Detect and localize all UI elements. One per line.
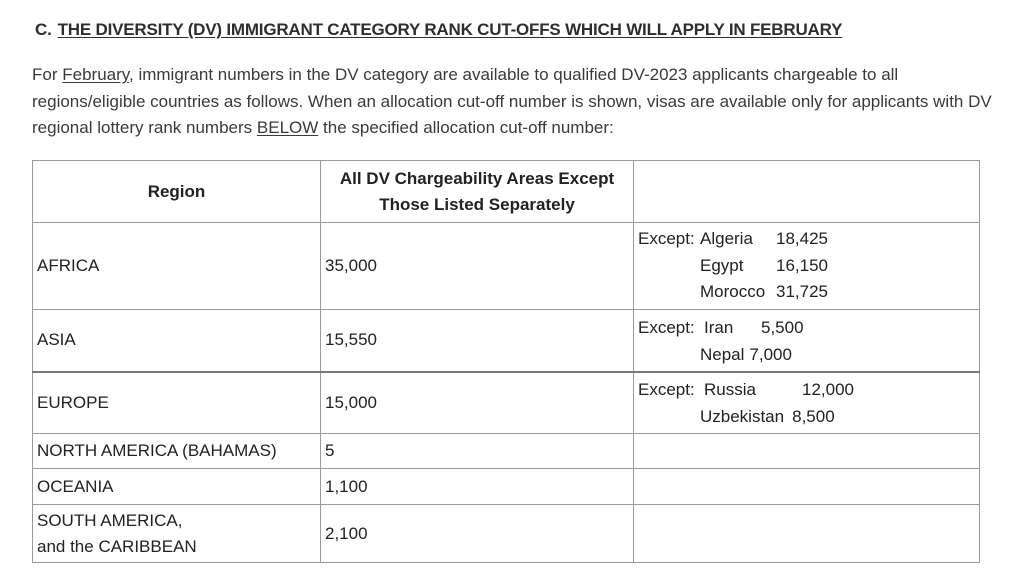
- header-all-line-2: Those Listed Separately: [379, 194, 575, 214]
- exception-value: 5,500: [761, 318, 804, 338]
- exception-country: Russia: [704, 380, 756, 400]
- exceptions-cell: [634, 505, 980, 563]
- header-all-line-1: All DV Chargeability Areas Except: [339, 168, 615, 188]
- cutoff-value: 5: [325, 441, 335, 460]
- exception-country: Morocco: [700, 282, 766, 302]
- table-row: [33, 310, 980, 372]
- cutoff-value: 15,000: [325, 392, 377, 412]
- region-name: ASIA: [37, 330, 76, 350]
- section-heading: [35, 18, 842, 42]
- exceptions-cell: [634, 434, 980, 469]
- except-label: Except:: [638, 318, 695, 338]
- exception-country: Algeria: [700, 229, 753, 249]
- exception-line: [638, 226, 975, 253]
- except-label: Except:: [638, 380, 695, 400]
- exceptions-cell: [634, 372, 980, 434]
- header-region-label: Region: [147, 181, 206, 201]
- table-row: [33, 505, 980, 563]
- table-row: [33, 469, 980, 505]
- cutoff-table: [32, 160, 980, 563]
- exception-country: Nepal: [700, 344, 745, 364]
- exception-line: [638, 377, 975, 404]
- exception-value: 16,150: [776, 255, 828, 275]
- except-label: Except:: [638, 229, 695, 249]
- cutoff-cell: [321, 372, 634, 434]
- region-name: NORTH AMERICA (BAHAMAS): [37, 441, 277, 460]
- exception-value: 31,725: [776, 282, 828, 302]
- cutoff-cell: [321, 434, 634, 469]
- exception-line: [638, 279, 975, 306]
- header-region: [33, 161, 321, 223]
- region-name-line-2: and the CARIBBEAN: [37, 536, 197, 556]
- exceptions-cell: [634, 469, 980, 505]
- cutoff-value: 15,550: [325, 330, 377, 350]
- cutoff-value: 1,100: [325, 476, 368, 496]
- section-prefix: C.: [35, 20, 52, 39]
- cutoff-cell: [321, 469, 634, 505]
- intro-paragraph: [32, 62, 992, 142]
- region-cell: [33, 434, 321, 469]
- intro-month: February: [62, 65, 129, 84]
- exception-line: [638, 253, 975, 280]
- cutoff-value: 35,000: [325, 256, 377, 275]
- section-title: THE DIVERSITY (DV) IMMIGRANT CATEGORY RANK CUT-OFFS WHICH WILL APPLY IN FEBRUARY: [57, 20, 843, 39]
- exception-country: Egypt: [700, 255, 744, 275]
- table-header-row: [33, 161, 980, 223]
- exception-line: [638, 404, 975, 431]
- exception-line: [638, 315, 975, 342]
- exception-value: 8,500: [792, 406, 835, 426]
- exception-value: 18,425: [776, 229, 828, 249]
- header-all-areas: [321, 161, 634, 223]
- cutoff-cell: [321, 505, 634, 563]
- header-exceptions: [634, 161, 980, 223]
- intro-part-1: For: [32, 65, 63, 84]
- table-row: [33, 372, 980, 434]
- region-name-line-1: SOUTH AMERICA,: [37, 510, 183, 530]
- region-cell: [33, 310, 321, 372]
- exception-country: Iran: [704, 318, 734, 338]
- region-cell: [33, 469, 321, 505]
- cutoff-cell: [321, 310, 634, 372]
- region-cell: [33, 372, 321, 434]
- intro-part-2: , immigrant numbers in the DV category are available to qualified DV-2023 applicants chargeable to all regions/eligible countries as follows. When an allocation cut-off number is shown, visas are available only for applicants with DV regional lottery rank numbers: [32, 65, 992, 137]
- table-row: [33, 223, 980, 310]
- exceptions-cell: [634, 310, 980, 372]
- exception-country: Uzbekistan: [700, 406, 785, 426]
- cutoff-value: 2,100: [325, 523, 368, 543]
- region-cell: [33, 505, 321, 563]
- region-name: OCEANIA: [37, 476, 114, 496]
- table-row: [33, 434, 980, 469]
- cutoff-cell: [321, 223, 634, 310]
- exception-value: 12,000: [802, 380, 854, 400]
- exception-line: [638, 342, 975, 369]
- region-cell: [33, 223, 321, 310]
- intro-part-3: the specified allocation cut-off number:: [318, 118, 614, 137]
- intro-emphasis: BELOW: [256, 118, 319, 137]
- region-name: AFRICA: [37, 256, 100, 275]
- exceptions-cell: [634, 223, 980, 310]
- region-name: EUROPE: [37, 392, 109, 412]
- exception-value: 7,000: [749, 344, 792, 364]
